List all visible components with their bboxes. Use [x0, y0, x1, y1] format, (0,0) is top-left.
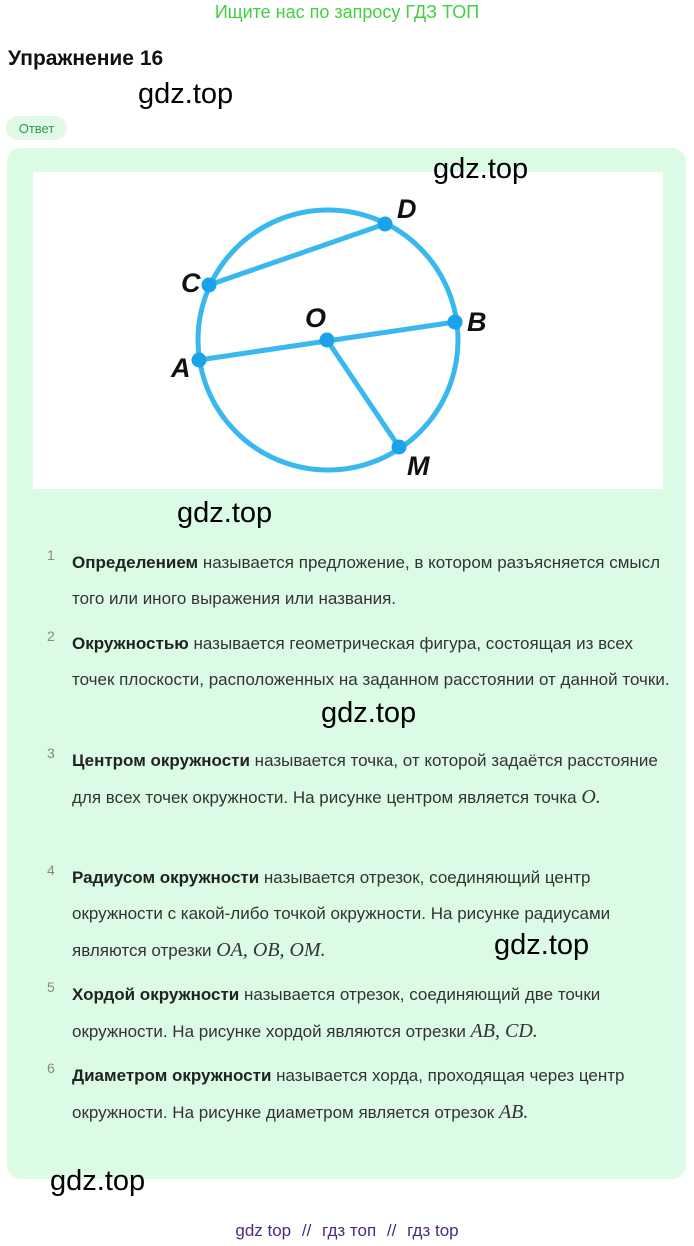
circle-figure	[33, 172, 663, 489]
top-banner[interactable]: Ищите нас по запросу ГДЗ ТОП	[214, 2, 480, 22]
math-expression: AB, CD.	[470, 1020, 538, 1042]
point-c	[202, 278, 217, 293]
circle-diagram	[33, 172, 663, 489]
chord-cd	[209, 224, 385, 285]
watermark: gdz.top	[177, 497, 273, 529]
definition-body: называется геометрическая фигура, состоящая из всех точек плоскости, расположенных на заданном расстоянии от данной точки.	[72, 634, 670, 689]
point-o	[320, 333, 335, 348]
definition-text	[72, 1058, 672, 1131]
definition-term: Определением	[72, 553, 199, 572]
label-o: O	[305, 303, 327, 333]
label-b: B	[467, 307, 487, 337]
point-b	[448, 315, 463, 330]
radius-om	[327, 340, 399, 447]
item-number: 6	[47, 1060, 55, 1076]
definition-body: называется точка, от которой задаётся расстояние для всех точек окружности. На рисунке центром является точка	[72, 751, 658, 807]
definition-term: Центром окружности	[72, 751, 250, 770]
math-expression: AB.	[498, 1101, 529, 1123]
footer-link[interactable]: гдз top	[407, 1221, 459, 1240]
math-expression: O.	[581, 786, 601, 808]
footer-link[interactable]: гдз топ	[322, 1221, 377, 1240]
page-title: Упражнение 16	[8, 47, 164, 70]
definition-body: называется предложение, в котором разъясняется смысл того или иного выражения или названия.	[72, 553, 661, 608]
label-a: A	[171, 353, 191, 383]
footer-separator: //	[386, 1221, 397, 1240]
watermark: gdz.top	[433, 153, 529, 185]
label-c: C	[181, 268, 201, 298]
definition-term: Окружностью	[72, 634, 189, 653]
label-m: M	[407, 451, 430, 481]
footer-link[interactable]: gdz top	[235, 1221, 292, 1240]
label-d: D	[397, 194, 417, 224]
item-number: 5	[47, 979, 55, 995]
watermark: gdz.top	[138, 78, 234, 110]
answer-tab[interactable]: Ответ	[6, 116, 67, 140]
item-number: 4	[47, 862, 55, 878]
math-expression: OA, OB, OM.	[216, 939, 326, 961]
footer-separator: //	[301, 1221, 312, 1240]
definition-text	[72, 545, 672, 617]
item-number: 1	[47, 547, 55, 563]
definition-body: называется отрезок, соединяющий центр окружности с какой-либо точкой окружности. На рисунке радиусами являются отрезки	[72, 868, 611, 960]
definition-body: называется отрезок, соединяющий две точки окружности. На рисунке хордой являются отрезки	[72, 985, 601, 1041]
watermark: gdz.top	[494, 929, 590, 961]
item-number: 2	[47, 628, 55, 644]
definition-term: Радиусом окружности	[72, 868, 260, 887]
definition-text	[72, 626, 672, 698]
watermark: gdz.top	[50, 1165, 146, 1197]
watermark: gdz.top	[321, 697, 417, 729]
definition-term: Хордой окружности	[72, 985, 240, 1004]
point-d	[378, 217, 393, 232]
point-a	[192, 353, 207, 368]
definition-term: Диаметром окружности	[72, 1066, 272, 1085]
definition-text	[72, 743, 672, 816]
definition-body: называется хорда, проходящая через центр окружности. На рисунке диаметром является отрезок	[72, 1066, 625, 1122]
point-m	[392, 440, 407, 455]
definition-text	[72, 977, 672, 1050]
item-number: 3	[47, 745, 55, 761]
footer-links	[0, 1221, 694, 1241]
